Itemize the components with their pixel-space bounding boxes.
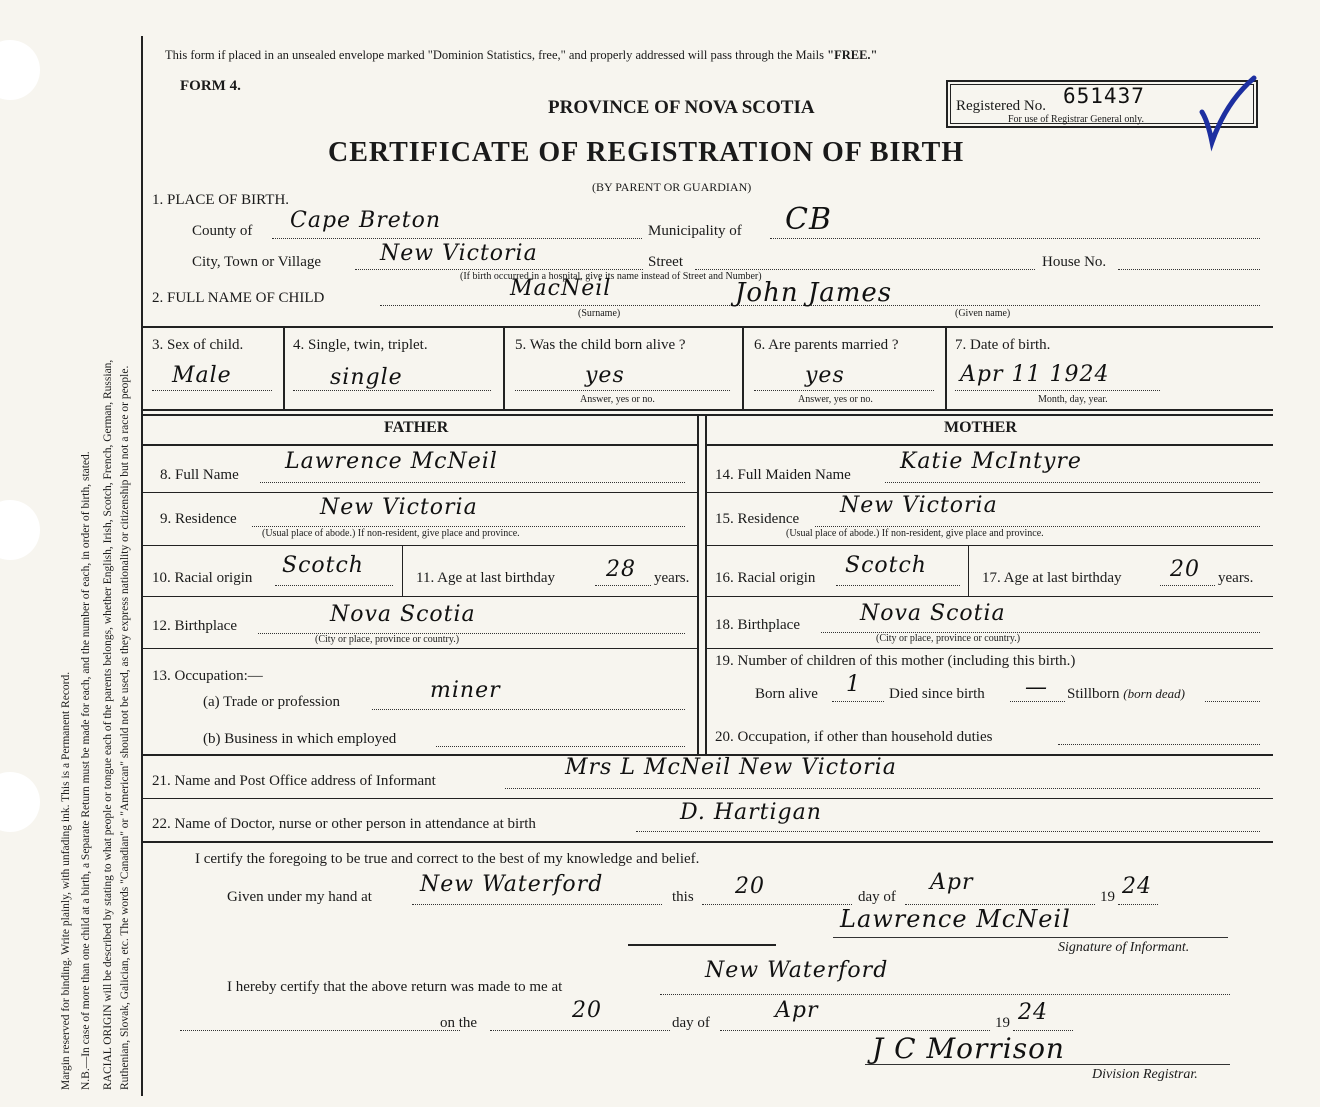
check-mark-icon bbox=[1196, 72, 1260, 152]
mother-years-label: years. bbox=[1218, 570, 1254, 586]
house-line bbox=[1118, 269, 1260, 270]
doctor-top-rule bbox=[143, 798, 1273, 799]
mother-age-label: 17. Age at last birthday bbox=[982, 570, 1122, 586]
certificate-subtitle: (BY PARENT OR GUARDIAN) bbox=[592, 180, 752, 194]
return-place-value: New Waterford bbox=[705, 958, 889, 983]
hospital-note: (If birth occurred in a hospital, give its name instead of Street and Number) bbox=[460, 271, 762, 282]
on-month-value: Apr bbox=[775, 998, 819, 1023]
year-value: 24 bbox=[1122, 874, 1152, 899]
child-name-label: 2. FULL NAME OF CHILD bbox=[152, 290, 325, 306]
born-alive-value: 1 bbox=[846, 672, 861, 697]
on-the-label: on the bbox=[440, 1015, 478, 1031]
row3-divider-3 bbox=[742, 326, 744, 409]
certificate-title: CERTIFICATE OF REGISTRATION OF BIRTH bbox=[328, 137, 965, 168]
mother-name-label: 14. Full Maiden Name bbox=[715, 467, 851, 483]
father-res-label: 9. Residence bbox=[160, 511, 237, 527]
informant-line bbox=[505, 788, 1260, 789]
form-number: FORM 4. bbox=[180, 78, 241, 94]
certify-separator bbox=[628, 944, 776, 946]
dob-line bbox=[955, 390, 1160, 391]
father-rule-2 bbox=[143, 545, 697, 546]
father-race-value: Scotch bbox=[282, 553, 364, 578]
father-rule-4 bbox=[143, 648, 697, 649]
surname-note: (Surname) bbox=[578, 308, 621, 319]
mother-birthplace-value: Nova Scotia bbox=[860, 601, 1006, 626]
mother-occ-line bbox=[1058, 744, 1260, 745]
punch-hole-bottom bbox=[0, 772, 40, 832]
father-business-label: (b) Business in which employed bbox=[203, 731, 397, 747]
parents-heading-rule-left bbox=[143, 444, 697, 446]
alive-line bbox=[515, 390, 730, 391]
father-years-label: years. bbox=[654, 570, 690, 586]
father-race-divider bbox=[402, 546, 403, 596]
mother-res-value: New Victoria bbox=[840, 493, 998, 518]
row3-divider-1 bbox=[283, 326, 285, 409]
row3-divider-4 bbox=[945, 326, 947, 409]
mail-notice-free: "FREE." bbox=[827, 48, 878, 62]
province-heading: PROVINCE OF NOVA SCOTIA bbox=[548, 97, 815, 118]
father-age-value: 28 bbox=[606, 557, 636, 582]
informant-label: 21. Name and Post Office address of Informant bbox=[152, 773, 436, 789]
month-value: Apr bbox=[930, 870, 974, 895]
on-year-value: 24 bbox=[1018, 1000, 1048, 1025]
registered-label: Registered No. bbox=[956, 98, 1046, 114]
married-note: Answer, yes or no. bbox=[798, 394, 873, 405]
given-note: (Given name) bbox=[955, 308, 1011, 319]
municipality-label: Municipality of bbox=[648, 223, 742, 239]
children-count-label: 19. Number of children of this mother (including this birth.) bbox=[715, 653, 1076, 669]
father-trade-value: miner bbox=[430, 678, 501, 703]
row3-bottom-rule bbox=[143, 409, 1273, 411]
margin-note-4: Ruthenian, Slovak, Galician, etc. The words "Canadian" or "American" should not be used, as they express nationality or citizenship but not a race or people. bbox=[119, 365, 131, 1090]
return-label: I hereby certify that the above return was made to me at bbox=[227, 979, 563, 995]
father-birthplace-note: (City or place, province or country.) bbox=[315, 634, 460, 645]
city-value: New Victoria bbox=[380, 241, 538, 266]
registrar-note: For use of Registrar General only. bbox=[1008, 114, 1144, 125]
year-prefix: 19 bbox=[1100, 889, 1115, 905]
day-line bbox=[702, 904, 852, 905]
married-value: yes bbox=[805, 363, 845, 388]
this-label: this bbox=[672, 889, 694, 905]
father-business-line bbox=[436, 746, 685, 747]
county-label: County of bbox=[192, 223, 253, 239]
registrar-label: Division Registrar. bbox=[1092, 1067, 1198, 1082]
dob-label: 7. Date of birth. bbox=[955, 337, 1051, 353]
municipality-value: CB bbox=[785, 202, 832, 237]
on-year-line bbox=[1013, 1030, 1073, 1031]
punch-hole-top bbox=[0, 40, 40, 100]
return-place-line bbox=[660, 994, 1230, 995]
margin-note-1: Margin reserved for binding. Write plainly, with unfading ink. This is a Permanent Record. bbox=[60, 671, 72, 1090]
married-label: 6. Are parents married ? bbox=[754, 337, 899, 353]
punch-hole-middle bbox=[0, 500, 40, 560]
father-occ-label: 13. Occupation:— bbox=[152, 668, 263, 684]
mother-res-line bbox=[815, 526, 1260, 527]
father-name-value: Lawrence McNeil bbox=[285, 449, 498, 474]
certify-top-rule bbox=[143, 841, 1273, 843]
stillborn-text: Stillborn bbox=[1067, 686, 1120, 702]
single-line bbox=[293, 390, 491, 391]
informant-signature: Lawrence McNeil bbox=[840, 905, 1071, 933]
row3-divider-2 bbox=[503, 326, 505, 409]
born-alive-line bbox=[832, 701, 884, 702]
on-month-line bbox=[720, 1030, 990, 1031]
house-label: House No. bbox=[1042, 254, 1107, 270]
certify-statement: I certify the foregoing to be true and correct to the best of my knowledge and belief. bbox=[195, 851, 700, 867]
parents-center-divider-2 bbox=[705, 414, 707, 754]
street-label: Street bbox=[648, 254, 683, 270]
place-of-birth-heading: 1. PLACE OF BIRTH. bbox=[152, 192, 290, 208]
sex-value: Male bbox=[172, 363, 232, 388]
alive-label: 5. Was the child born alive ? bbox=[515, 337, 686, 353]
mother-age-line bbox=[1160, 585, 1215, 586]
sex-line bbox=[152, 390, 272, 391]
doctor-value: D. Hartigan bbox=[680, 800, 822, 825]
day-of-label: day of bbox=[858, 889, 896, 905]
father-race-label: 10. Racial origin bbox=[152, 570, 253, 586]
father-rule-1 bbox=[143, 492, 697, 493]
died-line bbox=[1010, 701, 1065, 702]
father-heading: FATHER bbox=[384, 419, 449, 436]
stillborn-label bbox=[1067, 686, 1185, 703]
mother-race-value: Scotch bbox=[845, 553, 927, 578]
father-res-line bbox=[252, 526, 685, 527]
alive-note: Answer, yes or no. bbox=[580, 394, 655, 405]
city-line bbox=[355, 269, 643, 270]
father-birthplace-value: Nova Scotia bbox=[330, 602, 476, 627]
parents-center-divider bbox=[697, 414, 699, 754]
street-line bbox=[695, 269, 1035, 270]
parents-heading-rule-right bbox=[706, 444, 1273, 446]
mail-notice bbox=[165, 48, 877, 63]
child-surname-value: MacNeil bbox=[510, 276, 612, 301]
parents-top-rule bbox=[143, 414, 1273, 416]
mother-rule-2 bbox=[706, 545, 1273, 546]
died-value: — bbox=[1025, 675, 1048, 700]
doctor-line bbox=[636, 831, 1260, 832]
mother-race-divider bbox=[968, 546, 969, 596]
on-day-line bbox=[490, 1030, 670, 1031]
row3-top-rule bbox=[143, 326, 1273, 328]
municipality-line bbox=[770, 238, 1260, 239]
mother-race-line bbox=[836, 585, 960, 586]
father-race-line bbox=[275, 585, 393, 586]
county-line bbox=[272, 238, 642, 239]
father-res-note: (Usual place of abode.) If non-resident, give place and province. bbox=[262, 528, 520, 539]
registered-number: 651437 bbox=[1063, 84, 1145, 108]
father-age-label: 11. Age at last birthday bbox=[416, 570, 555, 586]
married-line bbox=[754, 390, 934, 391]
father-rule-3 bbox=[143, 596, 697, 597]
stillborn-note: (born dead) bbox=[1123, 686, 1186, 701]
died-label: Died since birth bbox=[889, 686, 985, 702]
day-value: 20 bbox=[735, 874, 765, 899]
city-label: City, Town or Village bbox=[192, 254, 322, 270]
single-label: 4. Single, twin, triplet. bbox=[293, 337, 428, 353]
on-year-prefix: 19 bbox=[995, 1015, 1010, 1031]
father-name-label: 8. Full Name bbox=[160, 467, 239, 483]
registrar-signature: J C Morrison bbox=[872, 1032, 1065, 1065]
single-value: single bbox=[330, 365, 403, 390]
mother-rule-4 bbox=[706, 648, 1273, 649]
sex-label: 3. Sex of child. bbox=[152, 337, 244, 353]
informant-signature-line bbox=[833, 937, 1228, 938]
informant-value: Mrs L McNeil New Victoria bbox=[565, 755, 897, 780]
mother-res-note: (Usual place of abode.) If non-resident, give place and province. bbox=[786, 528, 1044, 539]
father-age-line bbox=[595, 585, 651, 586]
year-line bbox=[1118, 904, 1158, 905]
county-value: Cape Breton bbox=[290, 208, 442, 233]
alive-value: yes bbox=[585, 363, 625, 388]
father-trade-line bbox=[372, 709, 685, 710]
father-name-line bbox=[260, 482, 685, 483]
registrar-signature-line bbox=[865, 1064, 1230, 1065]
mother-age-value: 20 bbox=[1170, 557, 1200, 582]
stillborn-line bbox=[1205, 701, 1260, 702]
mother-occ-label: 20. Occupation, if other than household duties bbox=[715, 729, 993, 745]
margin-note-3: RACIAL ORIGIN will be described by stating to what people or tongue each of the parents belongs, whether English, Irish, Scotch, French, German, Russian, bbox=[102, 359, 114, 1090]
given-place-line bbox=[412, 904, 662, 905]
mail-notice-text: This form if placed in an unsealed envelope marked "Dominion Statistics, free," and properly addressed will pass through the Mails bbox=[165, 48, 828, 62]
margin-note-2: N.B.—In case of more than one child at a birth, a Separate Return must be made for each, and the number of each, in order of birth, stated. bbox=[80, 451, 92, 1090]
mother-heading: MOTHER bbox=[944, 419, 1017, 436]
child-given-value: John James bbox=[735, 278, 893, 308]
form-left-border bbox=[141, 36, 143, 1096]
father-res-value: New Victoria bbox=[320, 495, 478, 520]
mother-name-line bbox=[885, 482, 1260, 483]
dob-note: Month, day, year. bbox=[1038, 394, 1108, 405]
father-birthplace-label: 12. Birthplace bbox=[152, 618, 237, 634]
mother-res-label: 15. Residence bbox=[715, 511, 800, 527]
on-the-lead-line bbox=[180, 1030, 460, 1031]
mother-race-label: 16. Racial origin bbox=[715, 570, 816, 586]
mother-name-value: Katie McIntyre bbox=[900, 449, 1082, 474]
mother-birthplace-note: (City or place, province or country.) bbox=[876, 633, 1021, 644]
mother-birthplace-label: 18. Birthplace bbox=[715, 617, 800, 633]
on-day-value: 20 bbox=[572, 998, 602, 1023]
on-day-of-label: day of bbox=[672, 1015, 710, 1031]
given-label: Given under my hand at bbox=[227, 889, 372, 905]
doctor-label: 22. Name of Doctor, nurse or other person in attendance at birth bbox=[152, 816, 536, 832]
given-place-value: New Waterford bbox=[420, 872, 604, 897]
mother-rule-3 bbox=[706, 596, 1273, 597]
born-alive-label: Born alive bbox=[755, 686, 818, 702]
informant-signature-label: Signature of Informant. bbox=[1058, 940, 1190, 955]
father-trade-label: (a) Trade or profession bbox=[203, 694, 341, 710]
dob-value: Apr 11 1924 bbox=[960, 362, 1110, 387]
